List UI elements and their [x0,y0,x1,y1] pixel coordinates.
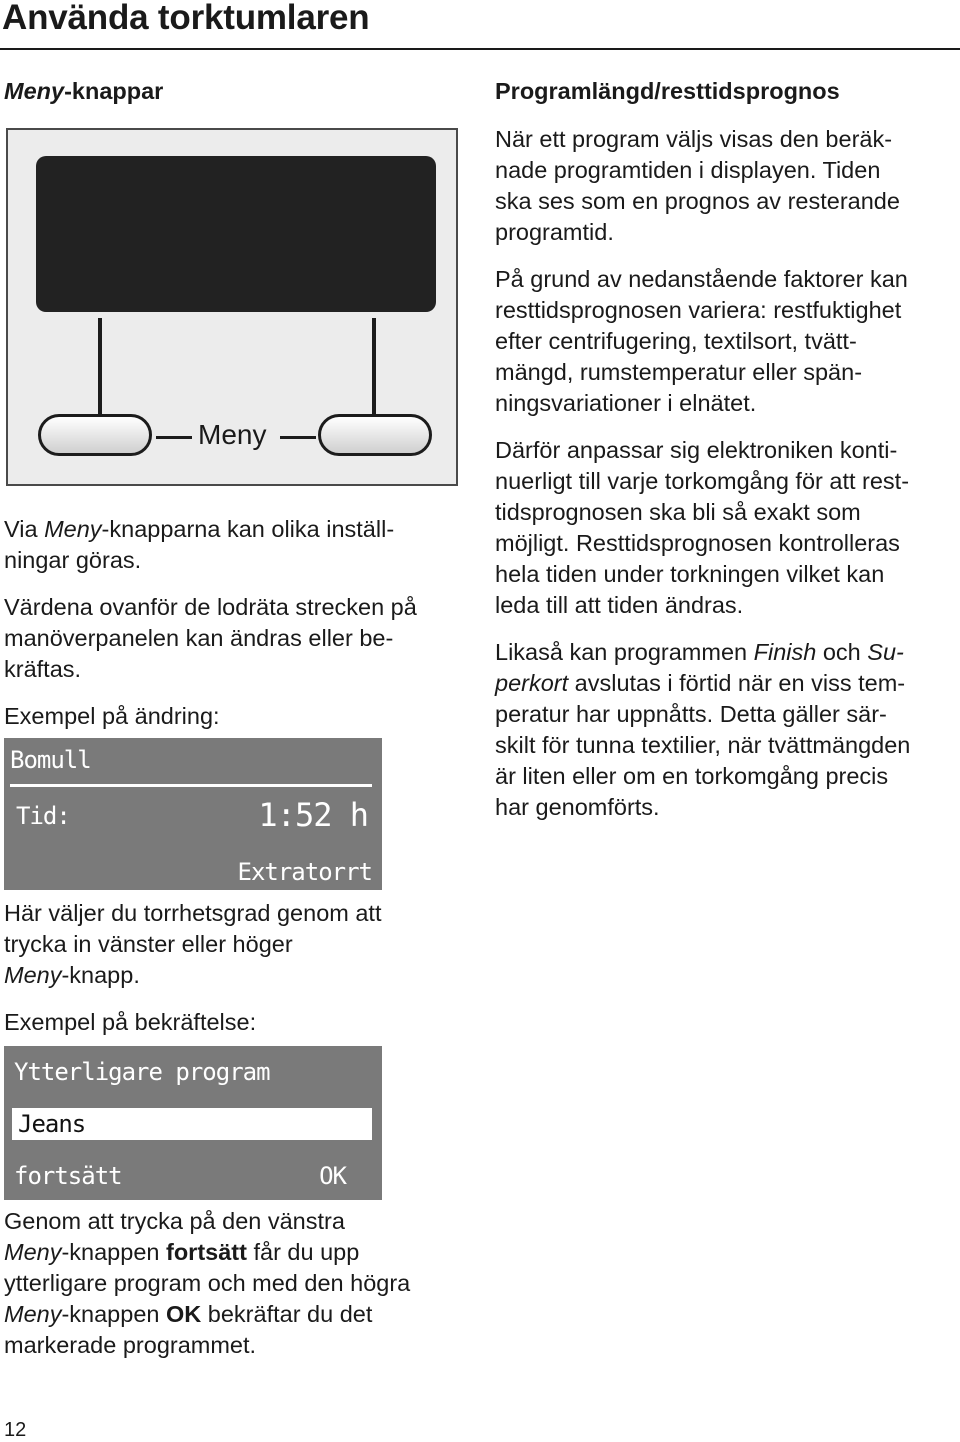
section-heading-meny-knappar [4,78,163,105]
meny-right-dash [280,436,316,439]
lcd-divider [10,784,372,787]
left-vertical-line [98,318,102,422]
lcd-dryness-option: Extratorrt [237,858,372,886]
confirm-paragraph: Genom att trycka på den vänstra Meny-knappen fortsätt får du upp ytterligare program och med den högra Meny-knappen OK bekräftar du det markerade programmet. [4,1208,411,1358]
electronics-paragraph: Därför anpassar sig elektroniken konti- nuerligt till varje torkomgång för att rest- tidsprognosen ska bli så exakt som möjligt. Resttidsprognosen kontrolleras hela tiden under torkningen vilket kan leda till att tiden ändras. [495,437,910,618]
left-text-block-3 [4,1206,474,1361]
lcd-time-label: Tid: [16,802,70,830]
right-meny-button [318,414,432,456]
right-text-block [495,124,957,823]
page-number: 12 [4,1419,27,1441]
factors-paragraph: På grund av nedanstående faktorer kan resttidsprognosen variera: restfuktighet efter centrifugering, textilsort, tvätt- mängd, rumstemperatur eller spän- ningsvariationer i elnätet. [495,266,908,416]
meny-label: Meny [198,419,267,450]
lcd-program-name: Bomull [10,746,91,774]
lcd-display-change [4,738,382,890]
values-paragraph: Värdena ovanför de lodräta strecken på manöverpanelen kan ändras eller be- kräftas. [4,594,417,682]
dryness-paragraph: Här väljer du torrhetsgrad genom att trycka in vänster eller höger Meny-knapp. [4,900,382,988]
lcd-selected-program: Jeans [18,1110,86,1138]
section-heading-programlangd: Programlängd/resttidsprognos [495,78,840,104]
display-screen [36,156,436,312]
lcd-time-value: 1:52 h [258,796,368,834]
finish-superkort-paragraph: Likaså kan programmen Finish och Su- perkort avslutas i förtid när en viss tem- peratur har uppnåtts. Detta gäller sär- skilt för tunna textilier, när tvättmängden är liten eller om en torkomgång precis har genomförts. [495,639,911,820]
control-panel-illustration [6,128,458,486]
lcd-softkey-right: OK [319,1162,346,1190]
left-meny-button [38,414,152,456]
program-time-paragraph: När ett program väljs visas den beräk- nade programtiden i displayen. Tiden ska ses som en prognos av resterande programtid. [495,126,900,245]
meny-left-dash [156,436,192,439]
right-vertical-line [372,318,376,422]
meny-intro-paragraph: Via Meny-knapparna kan olika inställ- ningar göras. [4,516,395,573]
lcd-softkey-left: fortsätt [14,1162,122,1190]
heading-rest-part: -knappar [64,78,164,104]
example-confirm-label: Exempel på bekräftelse: [4,1009,257,1035]
heading-italic-part: Meny [4,78,65,104]
example-change-label: Exempel på ändring: [4,703,220,729]
left-text-block-1 [4,514,474,732]
lcd-header: Ytterligare program [14,1058,270,1086]
lcd-display-confirm [4,1046,382,1200]
left-text-block-2 [4,898,474,1038]
page-title: Använda torktumlaren [2,0,370,37]
title-rule [0,48,960,50]
